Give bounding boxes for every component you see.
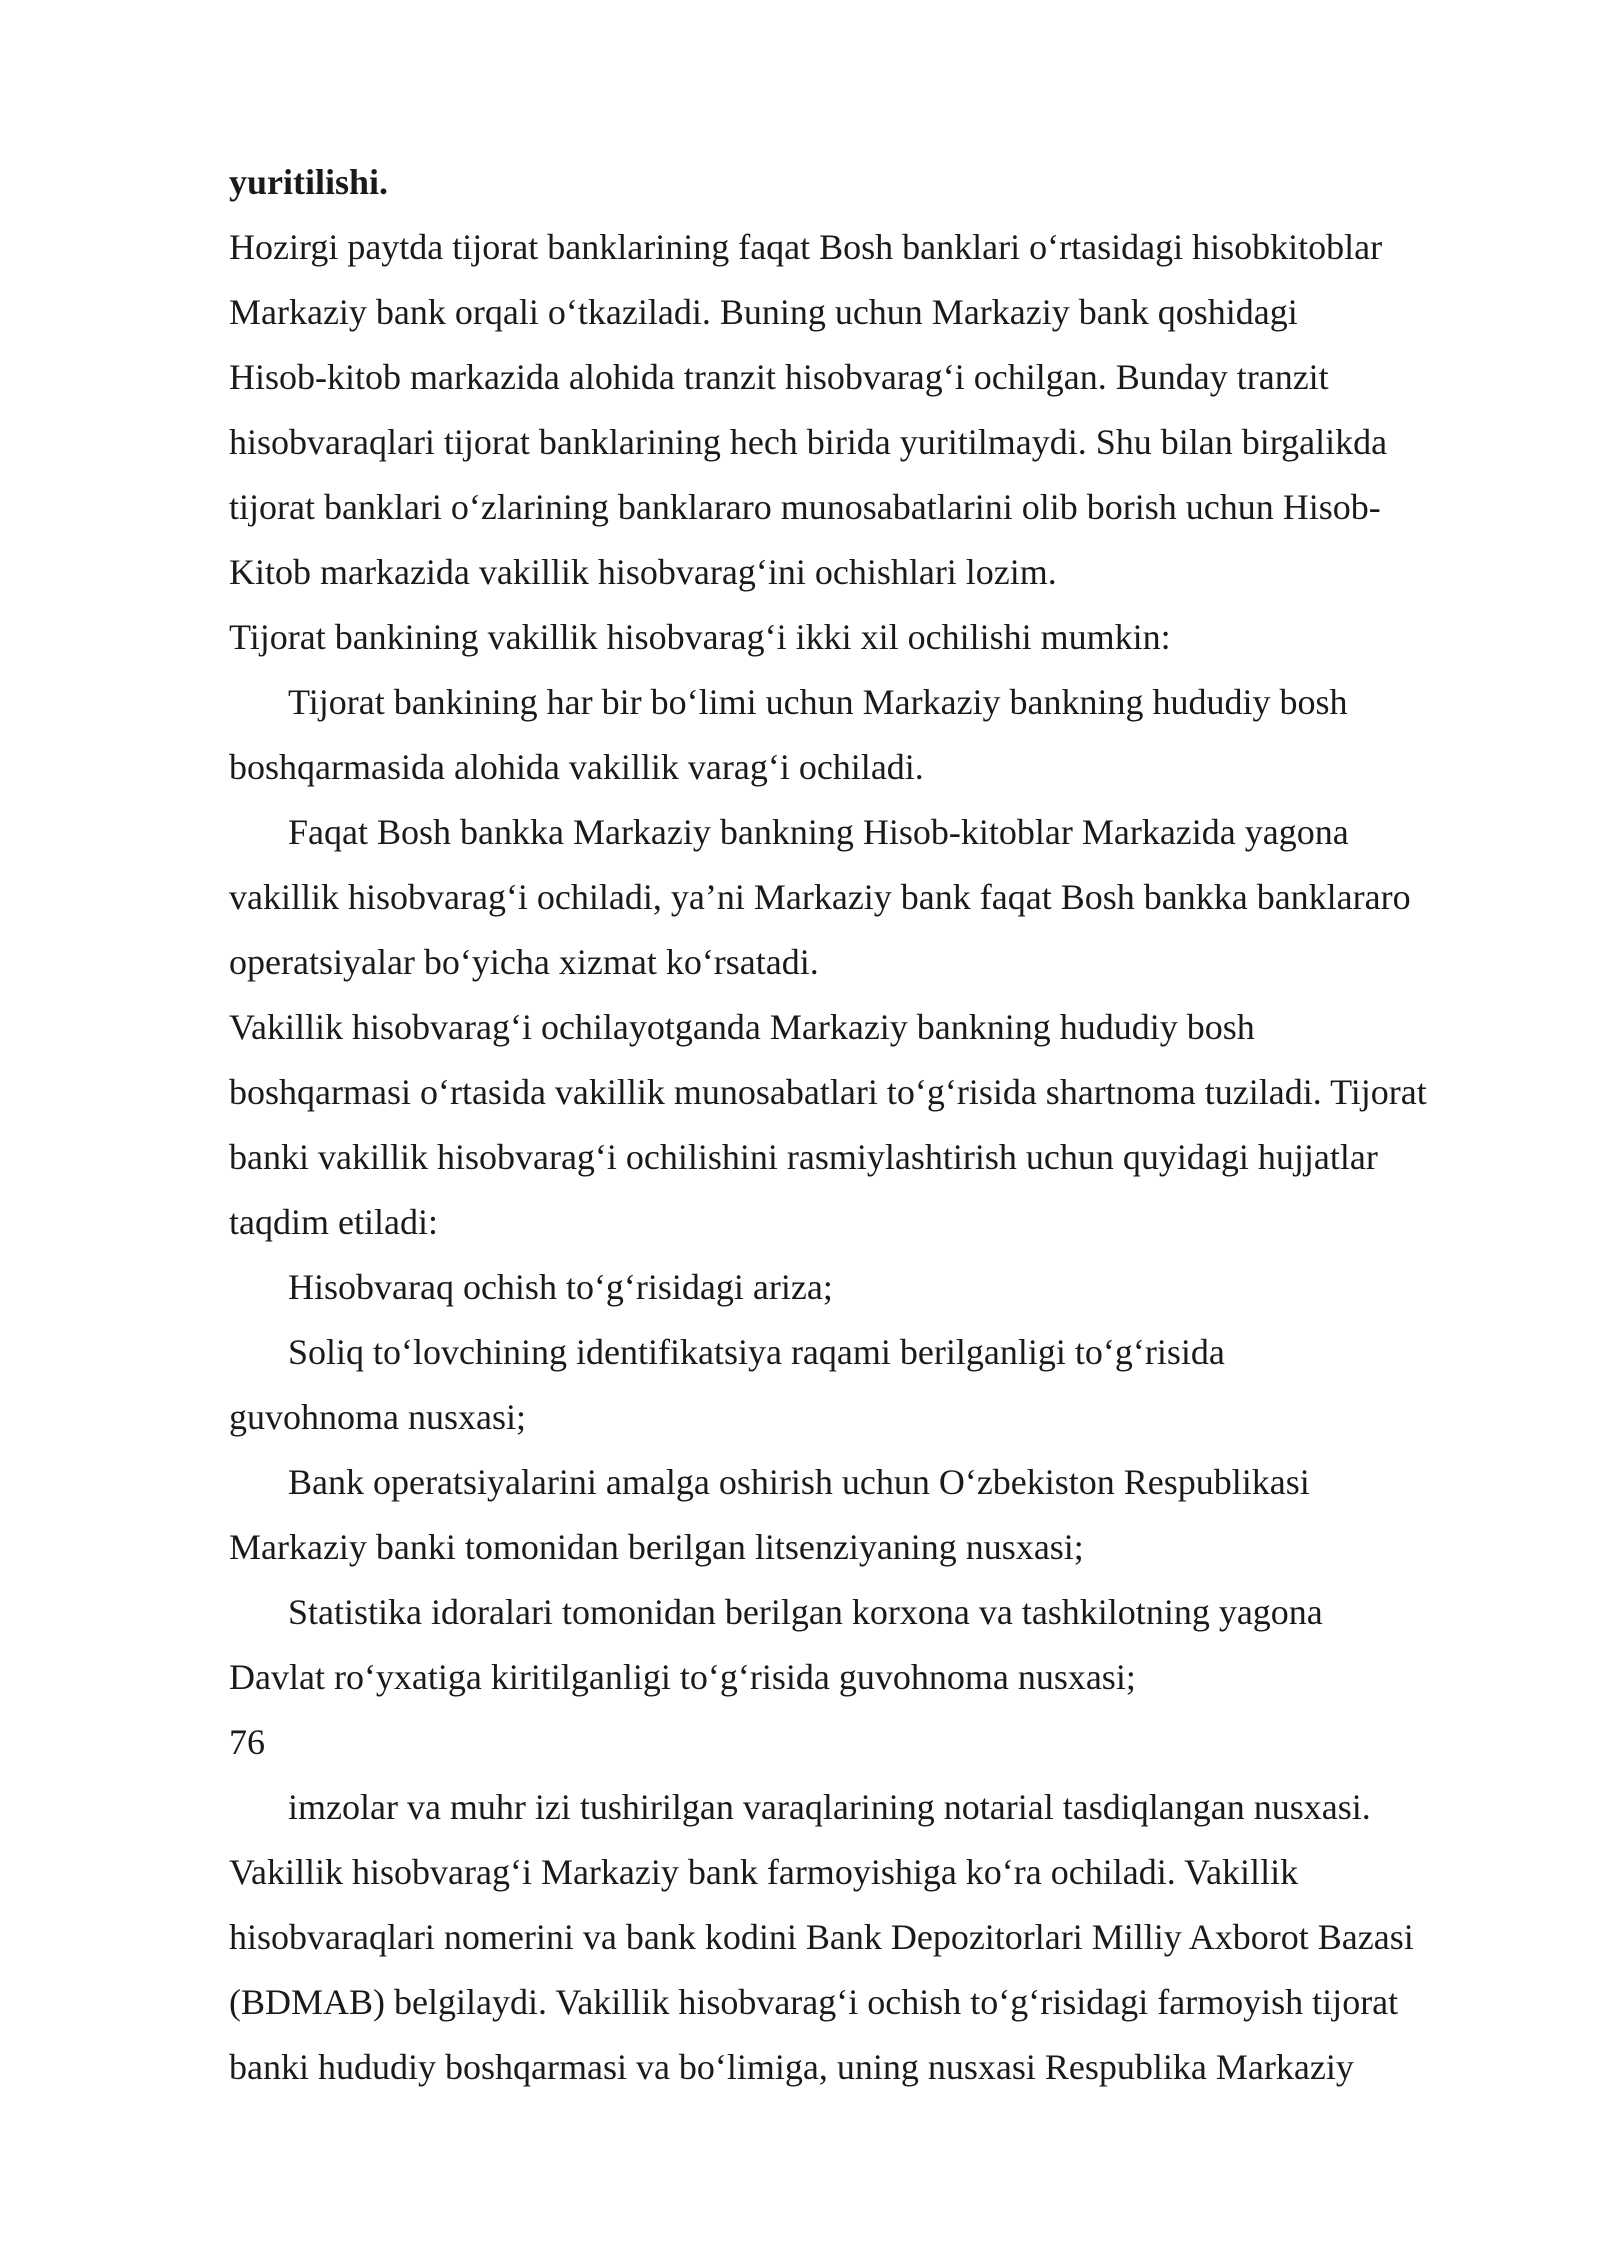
- text-line: boshqarmasi o‘rtasida vakillik munosabatlari to‘g‘risida shartnoma tuziladi. Tijorat: [229, 1072, 1427, 1112]
- text-line: Hozirgi paytda tijorat banklarining faqat Bosh banklari o‘rtasidagi hisobkitoblar: [229, 227, 1383, 267]
- text-line: operatsiyalar bo‘yicha xizmat ko‘rsatadi.: [229, 942, 819, 982]
- text-line: Statistika idoralari tomonidan berilgan korxona va tashkilotning yagona: [288, 1592, 1323, 1632]
- text-line: banki vakillik hisobvarag‘i ochilishini rasmiylashtirish uchun quyidagi hujjatlar: [229, 1137, 1378, 1177]
- text-line: vakillik hisobvarag‘i ochiladi, ya’ni Markaziy bank faqat Bosh bankka banklararo: [229, 877, 1411, 917]
- text-line: hisobvaraqlari nomerini va bank kodini Bank Depozitorlari Milliy Axborot Bazasi: [229, 1917, 1414, 1957]
- text-line: imzolar va muhr izi tushirilgan varaqlarining notarial tasdiqlangan nusxasi.: [288, 1787, 1371, 1827]
- text-line: Bank operatsiyalarini amalga oshirish uchun O‘zbekiston Respublikasi: [288, 1462, 1310, 1502]
- text-line: Markaziy bank orqali o‘tkaziladi. Buning uchun Markaziy bank qoshidagi: [229, 292, 1298, 332]
- text-line: hisobvaraqlari tijorat banklarining hech birida yuritilmaydi. Shu bilan birgalikda: [229, 422, 1388, 462]
- text-line: taqdim etiladi:: [229, 1202, 438, 1242]
- text-line: banki hududiy boshqarmasi va bo‘limiga, uning nusxasi Respublika Markaziy: [229, 2047, 1354, 2087]
- page-number: 76: [229, 1722, 265, 1762]
- document-body: [229, 150, 1569, 2100]
- text-line: Hisobvaraq ochish to‘g‘risidagi ariza;: [288, 1267, 833, 1307]
- text-line: boshqarmasida alohida vakillik varag‘i ochiladi.: [229, 747, 924, 787]
- text-line: Faqat Bosh bankka Markaziy bankning Hisob-kitoblar Markazida yagona: [288, 812, 1349, 852]
- text-line: Markaziy banki tomonidan berilgan litsenziyaning nusxasi;: [229, 1527, 1084, 1567]
- text-line: Kitob markazida vakillik hisobvarag‘ini ochishlari lozim.: [229, 552, 1057, 592]
- text-line: Vakillik hisobvarag‘i Markaziy bank farmoyishiga ko‘ra ochiladi. Vakillik: [229, 1852, 1299, 1892]
- section-heading: yuritilishi.: [229, 162, 389, 202]
- text-line: Tijorat bankining vakillik hisobvarag‘i ikki xil ochilishi mumkin:: [229, 617, 1171, 657]
- text-line: Tijorat bankining har bir bo‘limi uchun Markaziy bankning hududiy bosh: [288, 682, 1348, 722]
- text-line: Hisob-kitob markazida alohida tranzit hisobvarag‘i ochilgan. Bunday tranzit: [229, 357, 1329, 397]
- text-line: Soliq to‘lovchining identifikatsiya raqami berilganligi to‘g‘risida: [288, 1332, 1225, 1372]
- text-line: Davlat ro‘yxatiga kiritilganligi to‘g‘risida guvohnoma nusxasi;: [229, 1657, 1136, 1697]
- text-line: Vakillik hisobvarag‘i ochilayotganda Markaziy bankning hududiy bosh: [229, 1007, 1255, 1047]
- text-line: tijorat banklari o‘zlarining banklararo munosabatlarini olib borish uchun Hisob-: [229, 487, 1381, 527]
- text-line: guvohnoma nusxasi;: [229, 1397, 526, 1437]
- text-line: (BDMAB) belgilaydi. Vakillik hisobvarag‘i ochish to‘g‘risidagi farmoyish tijorat: [229, 1982, 1399, 2022]
